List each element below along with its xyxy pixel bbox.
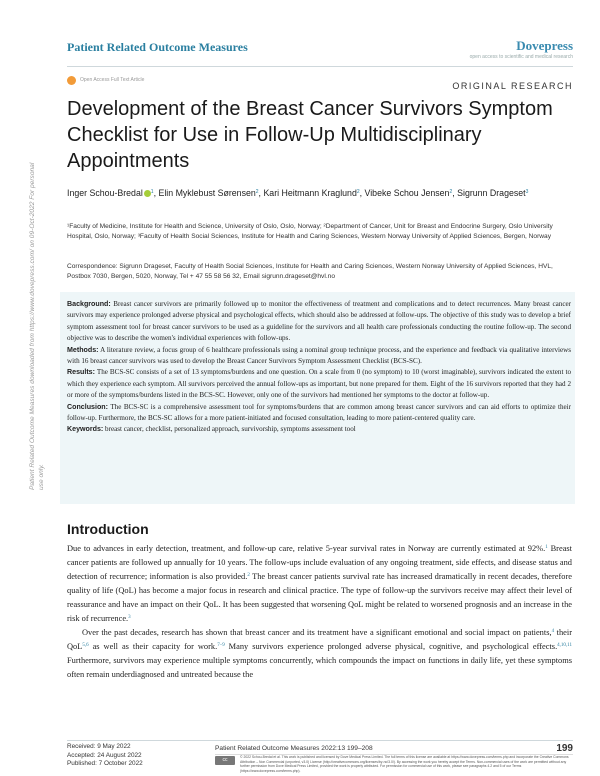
- author-name[interactable]: Inger Schou-Bredal: [67, 188, 143, 198]
- abstract-text: A literature review, a focus group of 6 healthcare professionals using a nominal group technique process, and the experience and feedback via qualitative interviews with 16 breast cancer survivors was used to develop the Breast Cancer Survivors Symptom Assessment Checklist (BCS-SC).: [67, 345, 571, 366]
- page-number: 199: [556, 743, 573, 754]
- paragraph-text: Over the past decades, research has shown that breast cancer and its treatment have a significant emotional and social impact on patients,: [82, 628, 552, 637]
- citation-link[interactable]: 2: [247, 573, 250, 578]
- header-divider: [67, 66, 573, 67]
- citation-link[interactable]: 7–9: [217, 643, 225, 648]
- abstract-text: Breast cancer survivors are primarily followed up to monitor the effectiveness of treatment and complications and to detect recurrences. Many breast cancer survivors may experience prolonged adverse physical and psychological effects, which should also be addressed at follow-ups. The objective of this study was to develop a brief symptom assessment tool for breast cancer survivors to be used as a guideline for the survivors and all health care professionals conducting the routine follow-up. The second objective was to describe the women's individual experiences with follow-ups.: [67, 300, 571, 343]
- section-label: Conclusion:: [67, 402, 108, 411]
- author-list: Inger Schou-Bredal $^1$, Elin Myklebust Sørensen$^2$, Kari Heitmann Kraglund$^2$, Vibeke Schou Jensen$^2$, Sigrunn Drageset$^3$: [67, 188, 529, 198]
- author-name[interactable]: Kari Heitmann Kraglund: [263, 188, 357, 198]
- journal-citation[interactable]: Patient Related Outcome Measures 2022:13 199–208: [215, 745, 373, 752]
- abstract-text: The BCS-SC is a comprehensive assessment tool for symptoms/burdens that are common among breast cancer survivors and can aid efforts to optimize their follow-up. Furthermore, the BCS-SC allows for a more patient-initiated and focused consultation, leading to more patient-centered quality care.: [67, 402, 571, 423]
- author-name[interactable]: Vibeke Schou Jensen: [364, 188, 450, 198]
- article-title: Development of the Breast Cancer Survivors Symptom Checklist for Use in Follow-Up Multidisciplinary Appointments: [67, 98, 553, 172]
- citation-link[interactable]: 5,6: [82, 643, 89, 648]
- abstract-keywords: [67, 424, 571, 435]
- citation-link[interactable]: 3: [128, 615, 131, 620]
- citation-link[interactable]: 1: [545, 545, 548, 550]
- citation-link[interactable]: 4: [551, 629, 555, 634]
- section-heading: Introduction: [67, 521, 149, 537]
- paragraph: [67, 626, 572, 682]
- received-date: Received: 9 May 2022: [67, 743, 131, 750]
- affiliation-marker: 2: [449, 189, 453, 195]
- license-text: © 2022 Schou-Bredal et al. This work is published and licensed by Dove Medical Press Limited. The full terms of this license are available at https://www.dovepress.com/terms.php and incorporate the Creative Commons Attribution – Non Commercial (unported, v3.0) License (http://creativecommons.org/licenses/by-nc/3.0/). By accessing the work you hereby accept the Terms. Non-commercial uses of the work are permitted without any further permission from Dove Medical Press Limited, provided the work is properly attributed. For permission for commercial use of this work, please see paragraphs 4.2 and 5 of our Terms (https://www.dovepress.com/terms.php).: [240, 755, 569, 773]
- published-date: Published: 7 October 2022: [67, 760, 143, 768]
- affiliation-marker: 3: [525, 189, 529, 195]
- section-label: Keywords:: [67, 425, 104, 434]
- download-side-note: Patient Related Outcome Measures downloaded from https://www.dovepress.com/ on 09-Oct-2022 For personal use only.: [29, 162, 45, 490]
- paragraph-text: The breast cancer patients survival rate has increased dramatically in recent decades, therefore quality of life (QoL) has become a major focus in research and clinical practice. The type of follow-up the survivors receive may affect their level of reassurance and have an impact on their QoL. It has been suggested that worsening QoL might be related to worsened prognosis and an increase in the risk of recurrence.: [67, 572, 572, 623]
- affiliation-marker: 2: [356, 189, 360, 195]
- orcid-icon[interactable]: [144, 190, 151, 197]
- abstract-background: [67, 299, 571, 345]
- citation-link[interactable]: 4,10,11: [557, 643, 572, 648]
- publication-dates: [67, 743, 143, 769]
- abstract-conclusion: [67, 402, 571, 425]
- section-label: Methods:: [67, 345, 99, 354]
- paragraph-text: Due to advances in early detection, treatment, and follow-up care, relative 5-year survival rates in Norway are currently estimated at 92%.: [67, 544, 546, 553]
- author-name[interactable]: Sigrunn Drageset: [457, 188, 526, 198]
- abstract: [67, 299, 571, 436]
- open-access-icon: [67, 76, 76, 85]
- footer-divider: [67, 740, 573, 741]
- abstract-methods: [67, 345, 571, 368]
- cc-badge-label: cc: [222, 757, 228, 763]
- publisher-logo[interactable]: Dovepress: [516, 38, 573, 53]
- abstract-text: The BCS-SC consists of a set of 13 symptoms/burdens and one question. On a scale from 0 (no symptom) to 10 (worst imaginable), survivors indicated the extent to which they experience each symptom. All survivors perceived the annual follow-ups as important, but none prepared for them. Eight of the 16 survivors reported that they had 2 or more of the symptoms/burdens listed in the BCS-SC. However, only one of the survivors had mentioned her symptoms to the doctor at follow-up.: [67, 368, 571, 400]
- open-access-label: Open Access Full Text Article: [80, 77, 145, 83]
- paragraph-text: Furthermore, survivors may experience multiple symptoms concurrently, which compounds the impact on functions in daily life, yet these symptoms often remain underdiagnosed and untreated because the: [67, 656, 572, 679]
- creative-commons-icon[interactable]: [215, 756, 235, 765]
- paragraph-text: as well as their capacity for work.: [88, 642, 218, 651]
- paragraph-text: Many survivors experience prolonged adverse physical, cognitive, and psychological effects.: [224, 642, 558, 651]
- affiliations: ¹Faculty of Medicine, Institute for Health and Science, University of Oslo, Oslo, Norway; ²Department of Cancer, Unit for Breast and Endocrine Surgery, Oslo University Hospital, Oslo, Norway; ³Faculty of Health Social Sciences, Institute for Health and Caring Sciences, Western Norway University of Applied Sciences, Bergen, Norway: [67, 223, 553, 240]
- section-label: Background:: [67, 300, 111, 308]
- correspondence: Correspondence: Sigrunn Drageset, Faculty of Health Social Sciences, Institute for Health and Caring Sciences, Western Norway University of Applied Sciences, HVL, Postbox 7030, Bergen, 5020, Norway, Tel + 47 55 58 56 32, Email sigrunn.drageset@hvl.no: [67, 263, 553, 280]
- paragraph-text: Breast cancer patients are followed up annually for 10 years. The follow-ups include evaluation of any ongoing treatment, side effects, and disease status and detection of recurrence; information is also provided.: [67, 544, 572, 581]
- affiliation-marker: 1: [150, 189, 154, 195]
- affiliation-marker: 2: [255, 189, 259, 195]
- keywords-text: breast cancer, checklist, personalized approach, survivorship, symptoms assessment tool: [105, 425, 356, 434]
- publisher-tagline: open access to scientific and medical research: [469, 54, 573, 60]
- abstract-results: [67, 367, 571, 401]
- article-type: ORIGINAL RESEARCH: [452, 81, 573, 91]
- author-name[interactable]: Elin Myklebust Sørensen: [158, 188, 256, 198]
- journal-name: Patient Related Outcome Measures: [67, 40, 248, 54]
- accepted-date: Accepted: 24 August 2022: [67, 751, 142, 759]
- paragraph-text: their QoL: [67, 628, 572, 651]
- introduction-body: [67, 542, 572, 682]
- section-label: Results:: [67, 368, 95, 377]
- paragraph: [67, 542, 572, 626]
